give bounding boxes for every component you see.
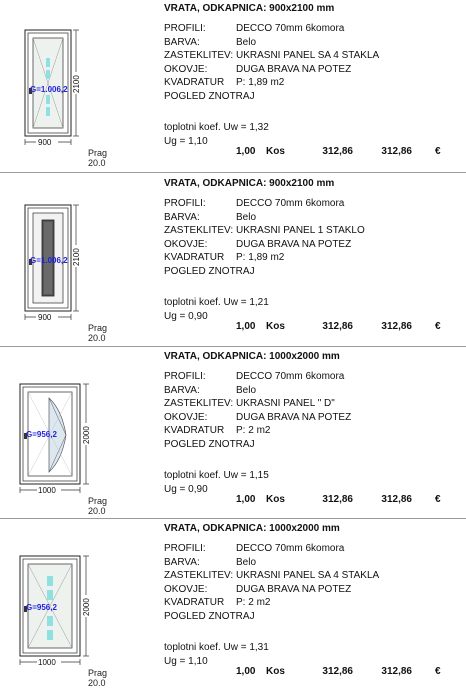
quantity: 1,00 [236,494,256,505]
ug-value: Ug = 1,10 [164,136,208,147]
uw-value: toplotni koef. Uw = 1,15 [164,470,269,481]
uw-value: toplotni koef. Uw = 1,21 [164,297,269,308]
quantity: 1,00 [236,321,256,332]
line-total: 312,86 [381,494,412,505]
line-total: 312,86 [381,321,412,332]
height-dimension: 2100 [72,75,81,93]
door-item-3: G=956,2 2000 1000 Prag 20.0 VRATA, ODKAPNICA: 1000x2000 mm PROFILI: DECCO 70mm 6komora BARVA: Belo ZASTEKLITEV: UKRASNI PANEL " D" OKOVJE: DUGA BRAVA NA POTEZ KVADRATUR P: 2 m2 POGLED ZNOTRAJ toplotni koef. Uw = 1,15 Ug = 0,90 1,00 Kos 312,86 312,86 € [0,348,466,520]
item-title: VRATA, ODKAPNICA: 1000x2000 mm [164,351,340,362]
quantity: 1,00 [236,146,256,157]
hardware-value: DUGA BRAVA NA POTEZ [236,238,352,250]
door-item-2: G=1.006,2 2100 900 Prag 20.0 VRATA, ODKAPNICA: 900x2100 mm PROFILI: DECCO 70mm 6komora BARVA: Belo ZASTEKLITEV: UKRASNI PANEL 1 STAKLO OKOVJE: DUGA BRAVA NA POTEZ KVADRATUR P: 1,89 m2 POGLED ZNOTRAJ toplotni koef. Uw = 1,21 Ug = 0,90 1,00 Kos 312,86 312,86 € [0,175,466,347]
glass-label: G=1.006,2 [30,256,68,265]
item-divider [0,346,466,347]
profile-value: DECCO 70mm 6komora [236,198,345,209]
view-label: POGLED ZNOTRAJ [164,610,255,622]
unit: Kos [266,321,285,332]
door-drawing-2 [0,175,160,347]
glass-label: G=1.006,2 [30,85,68,94]
item-title: VRATA, ODKAPNICA: 900x2100 mm [164,178,335,189]
color-value: Belo [236,211,257,223]
glazing-value: UKRASNI PANEL SA 4 STAKLA [236,570,380,582]
color-value: Belo [236,384,257,396]
unit: Kos [266,666,285,677]
item-divider [0,172,466,173]
height-dimension: 2000 [82,426,91,444]
hardware-value: DUGA BRAVA NA POTEZ [236,63,352,75]
area-value: P: 2 m2 [236,425,271,437]
ug-value: Ug = 1,10 [164,656,208,667]
currency: € [435,321,441,332]
item-title: VRATA, ODKAPNICA: 900x2100 mm [164,3,335,14]
door-drawing-4 [0,520,160,692]
item-divider [0,518,466,519]
glass-label: G=956,2 [26,603,57,612]
view-label: POGLED ZNOTRAJ [164,438,255,450]
color-value: Belo [236,556,257,568]
quantity: 1,00 [236,666,256,677]
width-dimension: 900 [38,313,52,322]
unit-price: 312,86 [322,666,353,677]
width-dimension: 1000 [38,486,56,495]
unit-price: 312,86 [322,146,353,157]
hardware-value: DUGA BRAVA NA POTEZ [236,411,352,423]
area-value: P: 2 m2 [236,597,271,609]
view-label: POGLED ZNOTRAJ [164,90,255,102]
height-dimension: 2000 [82,598,91,616]
ug-value: Ug = 0,90 [164,484,208,495]
line-total: 312,86 [381,666,412,677]
currency: € [435,666,441,677]
glazing-value: UKRASNI PANEL " D" [236,398,335,410]
width-dimension: 1000 [38,658,56,667]
door-item-1: G=1.006,2 2100 900 Prag 20.0 VRATA, ODKAPNICA: 900x2100 mm PROFILI: DECCO 70mm 6komora BARVA: Belo ZASTEKLITEV: UKRASNI PANEL SA 4 STAKLA OKOVJE: DUGA BRAVA NA POTEZ KVADRATUR P: 1,89 m2 POGLED ZNOTRAJ toplotni koef. Uw = 1,32 Ug = 1,10 1,00 Kos 312,86 312,86 € [0,0,466,172]
width-dimension: 900 [38,138,52,147]
hardware-value: DUGA BRAVA NA POTEZ [236,583,352,595]
glass-label: G=956,2 [26,430,57,439]
area-value: P: 1,89 m2 [236,77,285,89]
profile-value: DECCO 70mm 6komora [236,543,345,554]
line-total: 312,86 [381,146,412,157]
door-drawing-1 [0,0,160,172]
threshold-label: Prag 20.0 [88,668,108,688]
currency: € [435,146,441,157]
threshold-label: Prag 20.0 [88,496,108,516]
profile-value: DECCO 70mm 6komora [236,371,345,382]
unit-price: 312,86 [322,494,353,505]
threshold-label: Prag 20.0 [88,148,108,168]
glazing-value: UKRASNI PANEL SA 4 STAKLA [236,50,380,62]
unit-price: 312,86 [322,321,353,332]
unit: Kos [266,146,285,157]
threshold-label: Prag 20.0 [88,323,108,343]
view-label: POGLED ZNOTRAJ [164,265,255,277]
uw-value: toplotni koef. Uw = 1,31 [164,642,269,653]
height-dimension: 2100 [72,248,81,266]
uw-value: toplotni koef. Uw = 1,32 [164,122,269,133]
unit: Kos [266,494,285,505]
currency: € [435,494,441,505]
color-value: Belo [236,36,257,48]
ug-value: Ug = 0,90 [164,311,208,322]
glazing-value: UKRASNI PANEL 1 STAKLO [236,225,365,237]
door-item-4: G=956,2 2000 1000 Prag 20.0 VRATA, ODKAPNICA: 1000x2000 mm PROFILI: DECCO 70mm 6komora BARVA: Belo ZASTEKLITEV: UKRASNI PANEL SA 4 STAKLA OKOVJE: DUGA BRAVA NA POTEZ KVADRATUR P: 2 m2 POGLED ZNOTRAJ toplotni koef. Uw = 1,31 Ug = 1,10 1,00 Kos 312,86 312,86 € [0,520,466,692]
area-value: P: 1,89 m2 [236,252,285,264]
profile-value: DECCO 70mm 6komora [236,23,345,34]
door-drawing-3 [0,348,160,520]
item-title: VRATA, ODKAPNICA: 1000x2000 mm [164,523,340,534]
